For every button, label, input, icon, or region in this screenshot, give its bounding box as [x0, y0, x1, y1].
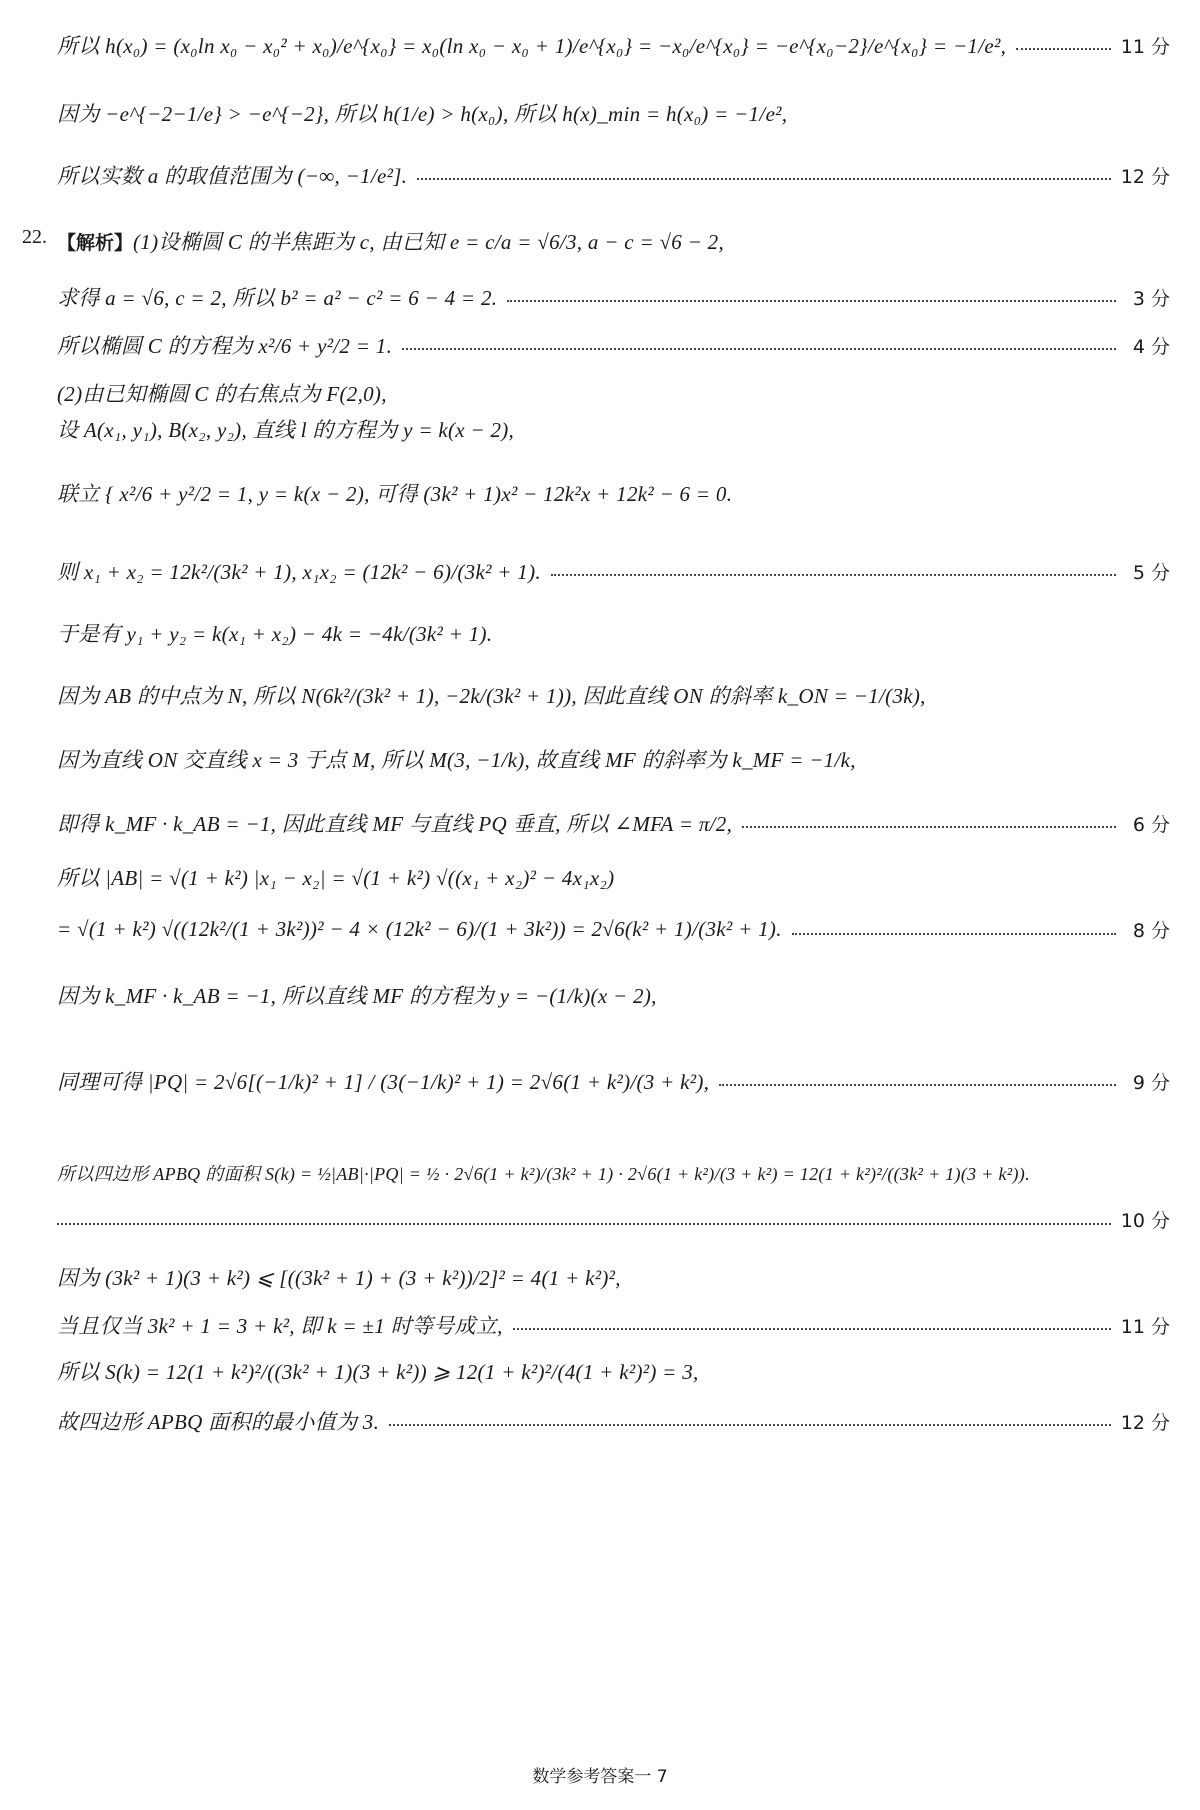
line-content: 因为 AB 的中点为 N, 所以 N(6k²/(3k² + 1), −2k/(3k² + 1)), 因此直线 ON 的斜率 k_ON = −1/(3k), — [57, 684, 926, 708]
score-label: 10 分 — [1120, 1210, 1170, 1232]
answer-line-12 — [57, 680, 1170, 710]
answer-line-8 — [57, 414, 1170, 444]
line-content: 因为 −e^{−2−1/e} > −e^{−2}, 所以 h(1/e) > h(x₀), 所以 h(x)_min = h(x₀) = −1/e², — [57, 102, 788, 126]
score-label: 5 分 — [1132, 561, 1170, 584]
line-content: 所以椭圆 C 的方程为 x²/6 + y²/2 = 1. — [57, 334, 393, 358]
answer-line-14 — [57, 808, 1170, 838]
line-content: 求得 a = √6, c = 2, 所以 b² = a² − c² = 6 − 4 = 2. — [57, 286, 498, 310]
line-content: 因为 k_MF · k_AB = −1, 所以直线 MF 的方程为 y = −(1/k)(x − 2), — [57, 984, 657, 1008]
dotted-leader — [719, 1084, 1116, 1086]
answer-line-17 — [57, 980, 1170, 1010]
dotted-leader — [507, 300, 1116, 302]
answer-line-11 — [57, 618, 1170, 648]
dotted-leader — [792, 933, 1116, 935]
score-label: 8 分 — [1132, 920, 1170, 942]
score-label: 12 分 — [1120, 165, 1170, 188]
score-label: 6 分 — [1132, 813, 1170, 836]
line-content: 故四边形 APBQ 面积的最小值为 3. — [57, 1410, 380, 1434]
dotted-leader — [389, 1424, 1111, 1426]
dotted-leader — [742, 826, 1116, 828]
answer-line-2 — [57, 98, 1170, 128]
answer-line-13 — [57, 744, 1170, 774]
answer-line-9 — [57, 478, 1170, 508]
page-footer: 数学参考答案一 7 — [532, 1767, 668, 1787]
answer-line-1 — [57, 30, 1170, 60]
line-content: (2)由已知椭圆 C 的右焦点为 F(2,0), — [57, 382, 387, 406]
answer-line-4 — [57, 226, 1170, 256]
line-content: 因为 (3k² + 1)(3 + k²) ⩽ [((3k² + 1) + (3 + k²))/2]² = 4(1 + k²)², — [57, 1266, 621, 1290]
answer-line-7 — [57, 378, 1170, 408]
answer-line-15 — [57, 862, 1170, 892]
line-content: 所以 |AB| = √(1 + k²) |x₁ − x₂| = √(1 + k²) √((x₁ + x₂)² − 4x₁x₂) — [57, 866, 615, 890]
score-label: 4 分 — [1132, 335, 1170, 358]
line-content: 所以 S(k) = 12(1 + k²)²/((3k² + 1)(3 + k²)) ⩾ 12(1 + k²)²/(4(1 + k²)²) = 3, — [57, 1360, 699, 1384]
dotted-leader — [402, 348, 1116, 350]
answer-line-21 — [57, 1262, 1170, 1292]
line-content: 联立 { x²/6 + y²/2 = 1, y = k(x − 2), 可得 (3k² + 1)x² − 12k²x + 12k² − 6 = 0. — [57, 482, 733, 506]
line-content: 所以四边形 APBQ 的面积 S(k) = ½|AB|·|PQ| = ½ · 2√6(1 + k²)/(3k² + 1) · 2√6(1 + k²)/(3 + k²) = 12(1 + k²)²/((3k² + 1)(3 + k²)). — [57, 1164, 1030, 1184]
answer-line-10 — [57, 556, 1170, 586]
dotted-leader — [551, 574, 1116, 576]
line-content: 因为直线 ON 交直线 x = 3 于点 M, 所以 M(3, −1/k), 故直线 MF 的斜率为 k_MF = −1/k, — [57, 748, 856, 772]
line-content: 所以 h(x₀) = (x₀ln x₀ − x₀² + x₀)/e^{x₀} = x₀(ln x₀ − x₀ + 1)/e^{x₀} = −x₀/e^{x₀} = −e^{x₀−2}/e^{x₀} = −1/e², — [57, 34, 1007, 58]
score-label: 11 分 — [1120, 1315, 1170, 1338]
answer-line-5 — [57, 282, 1170, 312]
dotted-leader — [513, 1328, 1111, 1330]
line-content: 当且仅当 3k² + 1 = 3 + k², 即 k = ±1 时等号成立, — [57, 1314, 503, 1338]
score-label: 11 分 — [1120, 35, 1170, 58]
score-label: 3 分 — [1132, 287, 1170, 310]
answer-line-19 — [57, 1160, 1170, 1186]
line-content: 同理可得 |PQ| = 2√6[(−1/k)² + 1] / (3(−1/k)² + 1) = 2√6(1 + k²)/(3 + k²), — [57, 1070, 710, 1094]
dotted-leader — [417, 178, 1111, 180]
line-content: = √(1 + k²) √((12k²/(1 + 3k²))² − 4 × (12k² − 6)/(1 + 3k²)) = 2√6(k² + 1)/(3k² + 1). — [57, 917, 782, 941]
answer-line-20 — [57, 1206, 1170, 1233]
question-number: 22. — [22, 226, 47, 248]
dotted-leader — [57, 1223, 1111, 1225]
line-content: 设 A(x₁, y₁), B(x₂, y₂), 直线 l 的方程为 y = k(x − 2), — [57, 418, 515, 442]
line-content: 即得 k_MF · k_AB = −1, 因此直线 MF 与直线 PQ 垂直, 所以 ∠MFA = π/2, — [57, 812, 733, 836]
answer-line-6 — [57, 330, 1170, 360]
score-label: 12 分 — [1120, 1411, 1170, 1434]
answer-line-24 — [57, 1406, 1170, 1436]
line-content: (1)设椭圆 C 的半焦距为 c, 由已知 e = c/a = √6/3, a − c = √6 − 2, — [133, 230, 725, 254]
answer-line-3 — [57, 160, 1170, 190]
answer-line-18 — [57, 1066, 1170, 1096]
analysis-tag: 【解析】 — [57, 231, 134, 254]
dotted-leader — [1016, 48, 1111, 50]
line-content: 则 x₁ + x₂ = 12k²/(3k² + 1), x₁x₂ = (12k² − 6)/(3k² + 1). — [57, 560, 541, 584]
answer-line-16 — [57, 916, 1170, 943]
answer-line-23 — [57, 1356, 1170, 1386]
score-label: 9 分 — [1132, 1071, 1170, 1094]
answer-line-22 — [57, 1310, 1170, 1340]
line-content: 所以实数 a 的取值范围为 (−∞, −1/e²]. — [57, 164, 408, 188]
line-content: 于是有 y₁ + y₂ = k(x₁ + x₂) − 4k = −4k/(3k² + 1). — [57, 622, 493, 646]
